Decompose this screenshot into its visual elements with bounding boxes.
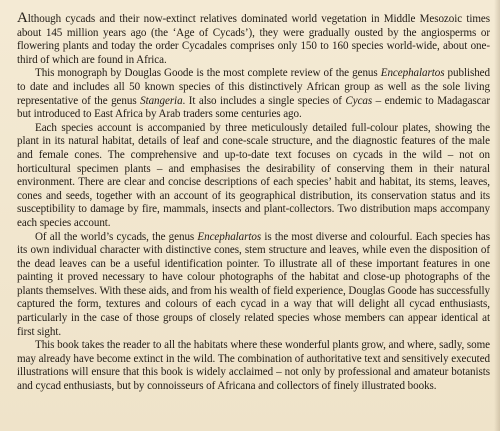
paragraph-species-account <box>17 122 490 231</box>
paragraph-monograph-text-2: published to date and includes all 50 known species of this distinctively African group as well as the sole living representative of the genus <box>17 67 490 107</box>
paragraph-diversity <box>17 231 490 340</box>
paragraph-species-account-text: Each species account is accompanied by three meticulously detailed full-colour plates, showing the plant in its natural habitat, details of leaf and cone-scale structure, and the diagnostic features of the male and female cones. The comprehensive and up-to-date text focuses on cycads in the wild – not on horticultural specimen plants – and emphasises the desirability of conserving them in their natural environment. There are clear and concise descriptions of each species’ habit and habitat, its stems, leaves, cones and seeds, together with an account of its geographical distribution, its conservation status and its susceptibility to damage by fire, mammals, insects and plant-collectors. Two distribution maps accompany each species account. <box>17 121 490 229</box>
paragraph-monograph-text-3: . It also includes a single species of <box>182 94 346 107</box>
genus-encephalartos: Encephalartos <box>380 67 445 80</box>
paragraph-habitats-text: This book takes the reader to all the habitats where these wonderful plants grow, and where, sadly, some may already have become extinct in the wild. The combination of authoritative text and sensitively executed illustrations will ensure that this book is widely acclaimed – not only by professional and amateur botanists and cycad enthusiasts, but by connoisseurs of Africana and collectors of finely illustrated books. <box>17 339 490 393</box>
paragraph-monograph-text-1: This monograph by Douglas Goode is the most complete review of the genus <box>35 67 381 80</box>
paragraph-monograph-text-4: – endemic to Madagascar but introduced to East Africa by Arab traders some centuries ago. <box>17 94 490 121</box>
genus-encephalartos-2: Encephalartos <box>197 230 262 243</box>
paragraph-intro-text: lthough cycads and their now-extinct relatives dominated world vegetation in Middle Mesozoic times about 145 million years ago (the ‘Age of Cycads’), they were gradually ousted by the angiosperms or flowering plants and today the order Cycadales comprises only 150 to 160 species world-wide, about one-third of which are found in Africa. <box>17 13 490 66</box>
page-edge-shadow <box>494 0 500 431</box>
paragraph-intro <box>17 12 490 67</box>
paragraph-diversity-text-1: Of all the world’s cycads, the genus <box>35 230 198 243</box>
paragraph-habitats <box>17 339 490 393</box>
paragraph-monograph <box>17 67 490 121</box>
genus-cycas: Cycas <box>345 94 373 107</box>
drop-cap-letter: A <box>17 10 28 26</box>
paragraph-diversity-text-2: is the most diverse and colourful. Each species has its own individual character with distinctive cones, stem structure and leaves, while even the disposition of the dead leaves can be a useful identification pointer. To illustrate all of these important features in one painting it proved necessary to have colour photographs of the habitat and close-up photographs of the plants themselves. With these aids, and from his wealth of field experience, Douglas Goode has successfully captured the form, textures and colours of each cycad in a way that will delight all cycad enthusiasts, particularly in the case of those groups of closely related species whose members can appear identical at first sight. <box>17 230 490 338</box>
genus-stangeria: Stangeria <box>140 94 183 107</box>
